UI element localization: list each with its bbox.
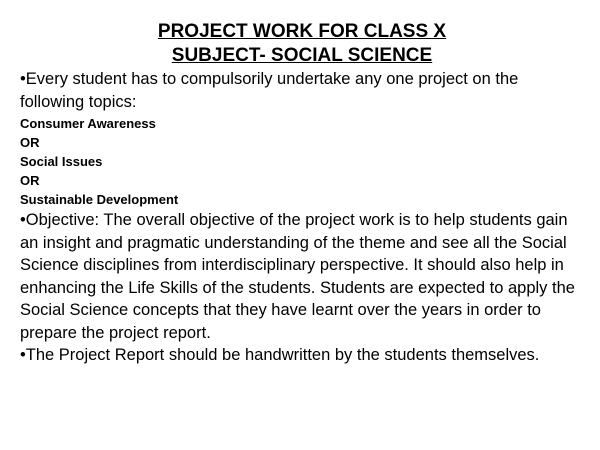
topic-list (20, 114, 584, 209)
topic-separator-or: OR (20, 173, 40, 188)
topic-sustainable-development: Sustainable Development (20, 192, 179, 207)
intro-paragraph: •Every student has to compulsorily undertake any one project on the following topics: (20, 70, 519, 111)
topic-consumer-awareness: Consumer Awareness (20, 116, 156, 131)
title-line-1: PROJECT WORK FOR CLASS X (157, 21, 447, 42)
topic-social-issues: Social Issues (20, 154, 103, 169)
report-note-paragraph: •The Project Report should be handwritten by the students themselves. (20, 346, 540, 364)
title-line-2: SUBJECT- SOCIAL SCIENCE (171, 45, 433, 66)
objective-paragraph: •Objective: The overall objective of the project work is to help students gain an insight and pragmatic understanding of the theme and see all the Social Science disciplines from interdisciplinary perspective. It should also help in enhancing the Life Skills of the students. Students are expected to apply the Social Science concepts that they have learnt over the years in order to prepare the project report. (20, 211, 575, 342)
topic-separator-or: OR (20, 135, 40, 150)
